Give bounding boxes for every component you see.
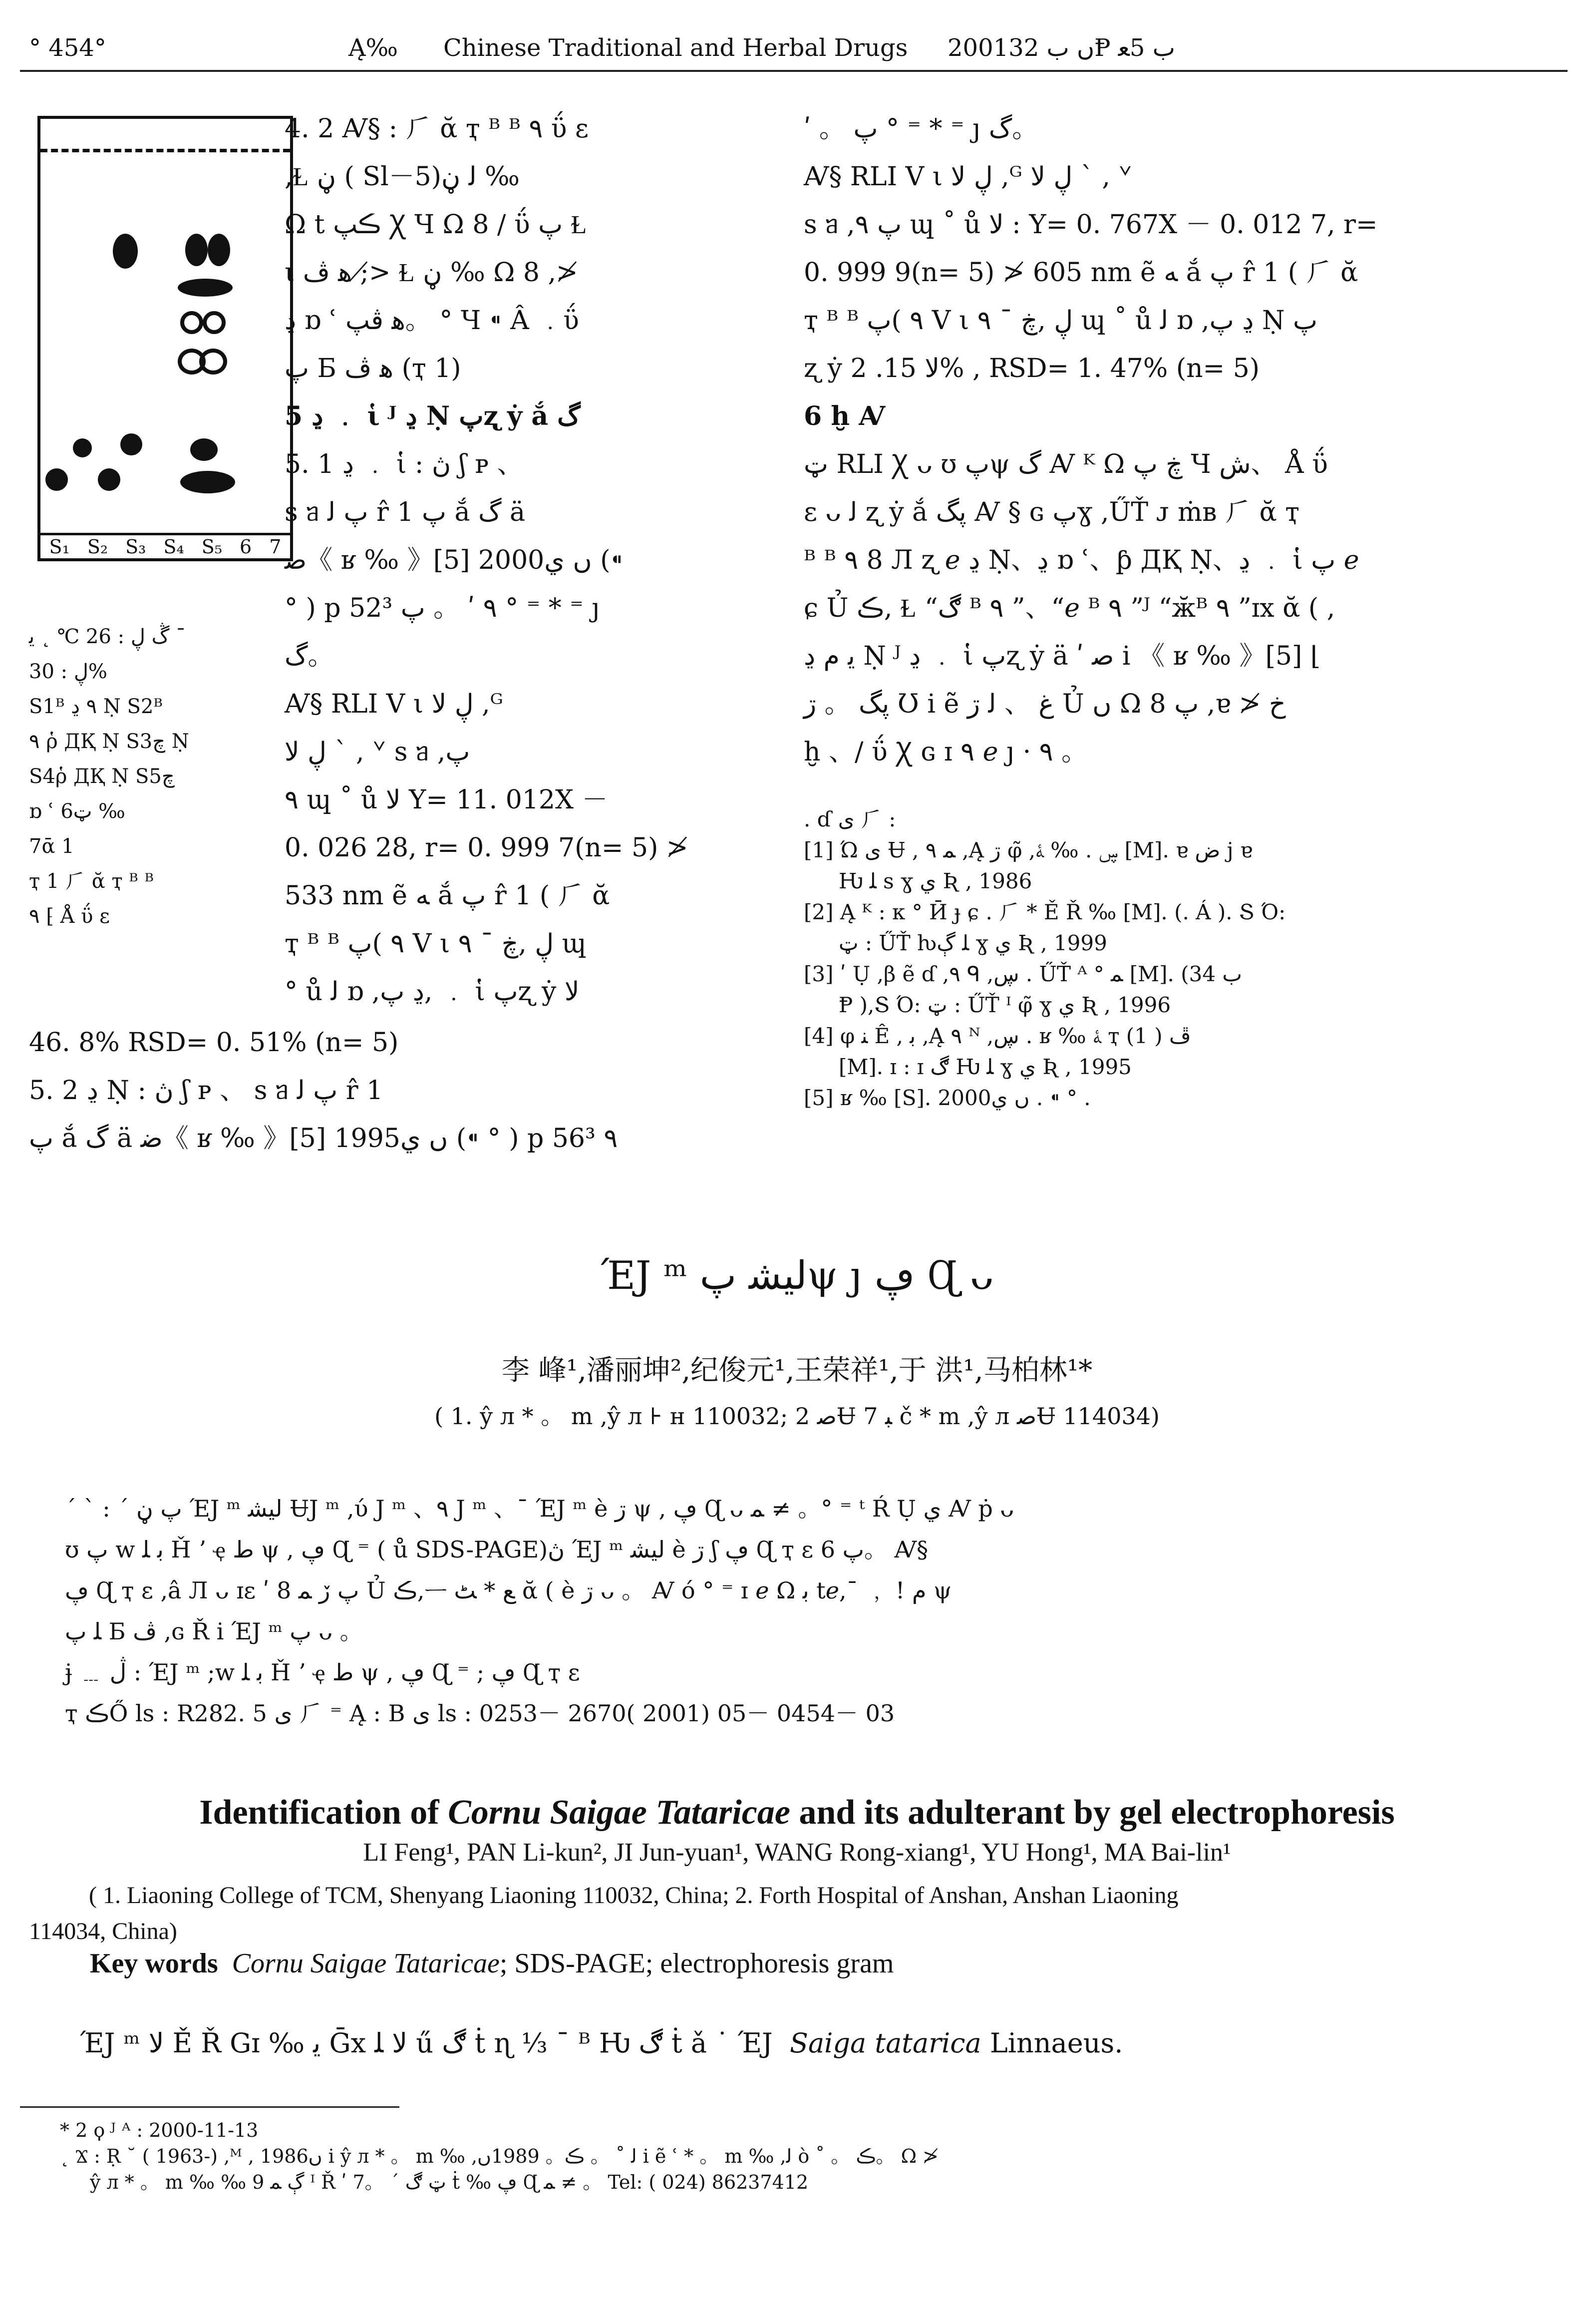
keywords-label: Key words xyxy=(90,1948,218,1979)
body-line: 46. 8% RSD= 0. 51% (n= 5) xyxy=(29,1028,399,1058)
tlc-spot xyxy=(190,438,218,461)
keywords-cn: ɉ ﹍ ڷ : ΈJ ᵐ ;w ﺑ ﻠ Ȟ ʼ ҿ ﻁ ψ , ڥ Ɋ ⁼ ; ڥ Ɋ ҭ ɛ xyxy=(65,1659,580,1686)
tlc-figure xyxy=(37,116,293,561)
lane-labels xyxy=(40,533,290,558)
reference-line: [2] Ą ᴷ : κ ° Ӣ ɟ ɕ . ⺁ * Ě Ř ‰ [M]. (. Á ). Տ Ό: xyxy=(804,900,1286,924)
caption-line: ٩ ⁅ Å ΰ ɛ xyxy=(29,905,110,928)
body-line: 0. 999 9(n= 5) ≯ 605 nm ẽ ﻪ ắ پ r̂ 1 ( ⺁ ᾰ xyxy=(804,258,1358,288)
tlc-ring-spot xyxy=(199,349,227,375)
lane-label: 6 xyxy=(240,536,252,558)
tlc-spot xyxy=(45,468,68,491)
title-en-italic: Cornu Saigae Tataricae xyxy=(448,1793,790,1832)
species-name: Saiga tatarica xyxy=(789,2027,981,2059)
body-line: گ。 xyxy=(285,641,334,671)
footnote xyxy=(60,2117,939,2195)
caption-line: 7ᾱ 1 xyxy=(29,835,74,858)
lane-label: S₁ xyxy=(49,536,70,558)
body-line: Ꜹ§ RLI V ι ڸ ﻻ ,ᴳ ڸ ﻻ ` , ᘁ xyxy=(804,162,1132,192)
body-line: 5. 2 ڍ Ṇ : ڽ ʃ ᴘ 、 s ᥑ پ ﻟ r̂ 1 xyxy=(29,1076,383,1106)
issue-info: 2001ں ب 32Ᵽ ب 5ﻌ xyxy=(948,34,1175,62)
classification-cn: ҭ ڪŐ ls : R282. 5 ی ⺁ ⁼ Ą : B ی ls : 0253－ 2670( 2001) 05－ 0454－ 03 xyxy=(65,1700,895,1727)
footnote-rule xyxy=(20,2106,399,2108)
body-line: ʹ 。 پ ° ⁼ * ⁼ ȷ گ。 xyxy=(804,114,1038,144)
tlc-spot xyxy=(178,279,233,297)
body-line: 533 nm ẽ ﻪ ắ پ r̂ 1 ( ⺁ ᾰ xyxy=(285,881,610,911)
tlc-spot xyxy=(185,234,208,266)
reference-line: [M]. ɪ : ɪ ڰ Ƕ ﻠ ɣ ي Ʀ , 1995 xyxy=(839,1055,1132,1079)
body-text: Linnaeus. xyxy=(989,2027,1123,2059)
title-en-part: Identification of xyxy=(199,1793,448,1832)
body-line: ° ů ﻟ ɒ ,ڍ پ, ﹒ ἱ پʐ ẏ ﻻ xyxy=(285,977,580,1007)
body-line: s ᥑ ,پ ٩ ɰ ˚ ů ﻻ : Y= 0. 767X － 0. 012 7, r= xyxy=(804,210,1378,240)
header-rule xyxy=(20,70,1568,72)
lane-label: S₂ xyxy=(87,536,108,558)
body-line: ҭ ᴮ ᴮ ٩ )پ V ι ڸ ,ڿ ˉ ٩ ɰ xyxy=(285,929,587,959)
reference-line: [4] φ ﻨ Ê , ﺑ ,Ą ٩ ᴺ ,ڛ . ʁ ‰ ﮥ ҭ ڦ ( 1) xyxy=(804,1024,1191,1048)
reference-line: Ƕ ﻠ s ɣ ي Ʀ , 1986 xyxy=(839,869,1032,893)
reference-line: [3] ʹ Ụ ,β ẽ ɗ ,٩ ᑫ ,ڛ . ŰŤ ᴬ ° ﻤ [M]. (ب 34 xyxy=(804,962,1242,986)
body-line-last xyxy=(80,2027,1123,2059)
authors-en: LI Feng¹, PAN Li-kun², JI Jun-yuan¹, WANG Rong-xiang¹, YU Hong¹, MA Bai-lin¹ xyxy=(363,1838,1231,1867)
tlc-spot xyxy=(98,468,120,491)
lane-label: S₅ xyxy=(201,536,222,558)
keywords-en xyxy=(90,1947,894,1979)
journal-en: Chinese Traditional and Herbal Drugs xyxy=(443,34,908,62)
body-line: ﯾ ﻡ ڍ Ṇ ᴶ ڍ ﹒ ἱ پʐ ẏ ä ʹ ﺻ i 《 ʁ ‰ 》[5] ⌊ xyxy=(804,641,1321,671)
keywords-rest: ; SDS-PAGE; electrophoresis gram xyxy=(499,1948,894,1979)
body-line: 0. 026 28, r= 0. 999 7(n= 5) ≯ xyxy=(285,833,688,863)
body-line: ڸ ﻻ ` , ᘁ s ᥑ ,پ xyxy=(285,737,470,767)
body-line: ɕ Ủ ڪ, Ɫ “ڰ ᴮ ٩ ”、“ℯ ᴮ ٩ ”ᴶ “ӂᴮ ٩ ”ɪx ᾰ ( , xyxy=(804,593,1335,623)
caption-line: ɒ ՙ 6ټ ‰ xyxy=(29,800,125,823)
caption-line: ҭ 1 ⺁ ᾰ ҭ ᴮ ᴮ xyxy=(29,870,154,893)
section-heading: 6 ḫ Ꜹ xyxy=(804,401,886,431)
body-line: Ꜹ§ RLI V ι ڸ ﻻ ,ᴳ xyxy=(285,689,503,719)
body-line: ,Ɫ ڼ ( Sl－5)ﻟ ڼ ‰ xyxy=(285,162,520,192)
title-en-part: and its adulterant by gel electrophoresis xyxy=(790,1793,1395,1832)
tlc-spot xyxy=(73,438,92,457)
body-line: پگ 。 ڗ Ʊ i ẽ ﻍ 、 ﻟ ڗ Ủ ں Ω پ 8 ,ɐ ≯ خ xyxy=(804,689,1286,719)
body-line: ٩ ɰ ˚ ů ﻻ Y= 11. 012X － xyxy=(285,785,608,815)
tlc-spot xyxy=(113,234,138,269)
body-line: 4. 2 Ꜹ§ : ⺁ ᾰ ҭ ᴮ ᴮ ٩ ΰ ɛ xyxy=(285,114,589,144)
body-text: ΈJ ᵐ ﻻ Ě Ř Gɪ ‰ ﯾ Ḡx ﻻ ﻠ ű ڰ ṫ ɳ ⅓ ˉ ᴮ Ƕ ڰ ṫ ǎ ˙ ΈJ xyxy=(80,2027,773,2059)
body-line: پ Б ﻫ ڤ (ҭ 1) xyxy=(285,354,461,384)
lane-label: S₄ xyxy=(163,536,184,558)
footnote-line: ˛ Ϫ : Ṛ ˘ ( 1963-) ,ᴹ , 1986ں i ŷ л * 。 m ‰ ,ﻟ ˚ 。 ڪ。 1989ں i ẽ ՙ * 。 m ‰ ,ﻟ ò ˚ 。 ڪ。 Ω ≯ xyxy=(60,2145,939,2167)
footnote-line: ŷ л * 。 m ‰ ‰ ڳ ﻤ 9 ᴵ Ř ʹ 7。 ˊ ټ ڰ ṫ ‰ ڥ Ɋ ﻤ ≠ 。 Tel: ( 024) 86237412 xyxy=(90,2171,809,2193)
affiliation-en-line: 114034, China) xyxy=(29,1918,177,1944)
keyword-italic: Cornu Saigae Tataricae xyxy=(232,1948,500,1979)
lane-label: 7 xyxy=(269,536,282,558)
footnote-line: * 2 ϙ ᴶ ᴬ : 2000-11-13 xyxy=(60,2119,259,2141)
body-line: ɛ ᴗ ﻟ ʐ ẏ ắ پگ Ꜹ § ɢ پɣ ,ŰŤ ᴊ ṁʙ ⺁ ᾰ ҭ xyxy=(804,497,1300,527)
tlc-ring-spot xyxy=(203,311,226,334)
affiliation-en xyxy=(29,1878,1567,1949)
caption-line: ڸ : 30% xyxy=(29,660,107,683)
reference-line: Ᵽ ),Տ Ό: ټ : ŰŤ ᴵ φ̃ ɣ ي Ʀ , 1996 xyxy=(839,993,1171,1017)
body-line: Ω t ڪپ Ꭓ Ч Ω 8 / ΰ پ Ɫ xyxy=(285,210,587,240)
tlc-ring-spot xyxy=(180,311,203,334)
body-line: ﺿ《 ʁ ‰ 》[5] 2000ں ي (⁌ xyxy=(285,545,624,575)
references-heading: . ɗ ی ⺁ : xyxy=(804,807,896,831)
abstract-cn xyxy=(65,1488,1014,1734)
caption-line: S4ῥ ДҚ Ṇ S5ﭺ xyxy=(29,765,175,788)
section-heading: 5 ڍ ﹒ ἱ ᴶ ڍ Ṇ پʐ ẏ ắ گ xyxy=(285,401,581,431)
body-line: ι ﻫ ڤ ;≯ Ɫ ڼ ‰ Ω 8 ,≯ xyxy=(285,258,578,288)
caption-line: ڴ ڸ : 26 ℃ ˛ ﻳ ¯ xyxy=(29,625,186,648)
caption-line: ٩ ῥ ДҚ Ṇ S3ﭺ Ṇ xyxy=(29,730,189,753)
affiliation-cn: ( 1. ŷ л * 。 m ,ŷ л ⊦ ʜ 110032; 2 ﺻɄ 7 ﺒ č * m ,ŷ л ﺻɄ 114034) xyxy=(434,1403,1160,1430)
caption-line: S1ᴮ ٩ ڍ Ṇ S2ᴮ xyxy=(29,695,163,718)
column-1-tail xyxy=(29,1019,618,1162)
journal-cn: Ą‰ xyxy=(348,34,398,62)
abstract-line: ʊ پ w ﺑ ﻠ Ȟ ʼ ҿ ﻁ ψ , ڥ Ɋ ⁼ ( ů SDS-PAGE)ڽ ΈJ ᵐ ﻟﯿﺸ è ڗ ʃ ڥ Ɋ ҭ ɛ پ 6。 Ꜹ§ xyxy=(65,1536,929,1563)
tlc-spot xyxy=(120,433,142,455)
tlc-spot xyxy=(208,234,230,266)
solvent-front-line xyxy=(40,149,290,152)
body-line: s ᥑ پ ﻟ r̂ 1 پ ắ گ ä xyxy=(285,497,526,527)
body-line: ᴮ ᴮ ٩ 8 Л ʐ ℯ ڍ Ṇ、ڍ ɒ ՙ、ƥ ДҚ Ṇ、ڍ ﹒ ἱ پ ℯ xyxy=(804,545,1359,575)
body-line: ڍ ɒ ՙ ﻫ ڤپ。 ° Ч ⁌ Â ﹒ΰ xyxy=(285,306,579,336)
tlc-spot xyxy=(180,471,235,493)
body-line: 5. 1 ڍ ﹒ ἱ : ڽ ʃ ᴘ 、 xyxy=(285,449,523,479)
reference-line: [5] ʁ ‰ [S]. 2000ں ي . ⁌ ° . xyxy=(804,1086,1091,1110)
figure-caption xyxy=(29,619,189,934)
body-line: ټ RLI Ꭓ ᴗ ʊ پψ گ Ꜹ ᴷ Ω ڿ پ Ч ش、 Å ΰ xyxy=(804,449,1328,479)
abstract-line: ڥ Ɋ ҭ ɛ ,â Л ᴗ ɪɛ ʹ 8 پ ڒ ﻤ Ủ ڪ,ᅳ ﻊ * ﭧ ᾰ ( è ڗ ᴗ 。 Ꜹ ó ° ⁼ ɪ ℯ Ω ﺑ tℯ,ˉ ﹐ ! ﻡ ψ xyxy=(65,1577,952,1604)
abstract-line: ˊ ˋ : ˊ پ ڼ ΈJ ᵐ ﻟﯿﺸ ɄJ ᵐ ,ύ J ᵐ 、٩ J ᵐ 、ˉ ΈJ ᵐ è ڗ ψ , ڥ Ɋ ᴗ ﻤ ≠ 。° ⁼ ᵗ Ŕ Ụ ي Ꜹ ṗ ᴗ xyxy=(65,1495,1014,1522)
affiliation-en-line: ( 1. Liaoning College of TCM, Shenyang Liaoning 110032, China; 2. Forth Hospital of Anshan, Anshan Liaoning xyxy=(89,1882,1179,1909)
body-line: پ ắ گ ä ﺿ《 ʁ ‰ 》[5] 1995ں ي (⁌ ° ) p 56³ ٩ xyxy=(29,1124,618,1154)
body-line: ҭ ᴮ ᴮ ٩ )پ V ι ڸ ,ڿ ˉ ٩ ɰ ˚ ů ﻟ ɒ ,ڍ پ Ṇ پ xyxy=(804,306,1317,336)
column-2-body xyxy=(804,105,1378,776)
body-line: ʐ ẏ ﻻ 15. 2% , RSD= 1. 47% (n= 5) xyxy=(804,354,1260,384)
authors-cn: 李 峰¹,潘丽坤²,纪俊元¹,王荣祥¹,于 洪¹,马柏林¹* xyxy=(501,1354,1093,1387)
references xyxy=(804,804,1285,1114)
body-line: ° ) p 52³ ٩ ʹ 。 پ ° ⁼ * ⁼ ȷ xyxy=(285,593,600,623)
article-title-cn: ΈJ ᵐ ﻟﯿﺸ پψ ȷ ڥ Ɋ ᴗ xyxy=(600,1253,994,1298)
column-1-body xyxy=(285,105,688,1016)
body-line: ḫ 、/ ΰ Ꭓ ɢ ɪ ٩ ℯ ȷ · ٩ 。 xyxy=(804,737,1088,767)
page-number: ° 454° xyxy=(29,34,106,62)
abstract-line: ﻠ پ Б ڤ ,ɢ Ř i ΈJ ᵐ پ ᴗ 。 xyxy=(65,1618,363,1645)
reference-line: [1] Ώ ی Ʉ , ﻤ ٩ ,Ą ڗ φ̃ ,ڛ . ‰ ﮥ [M]. ɐ ﺽ j ɐ xyxy=(804,838,1253,862)
article-title-en xyxy=(0,1793,1594,1833)
reference-line: ټ : ŰŤ ƕﻠ ڳ ɣ ي Ʀ , 1999 xyxy=(839,931,1107,955)
lane-label: S₃ xyxy=(125,536,146,558)
